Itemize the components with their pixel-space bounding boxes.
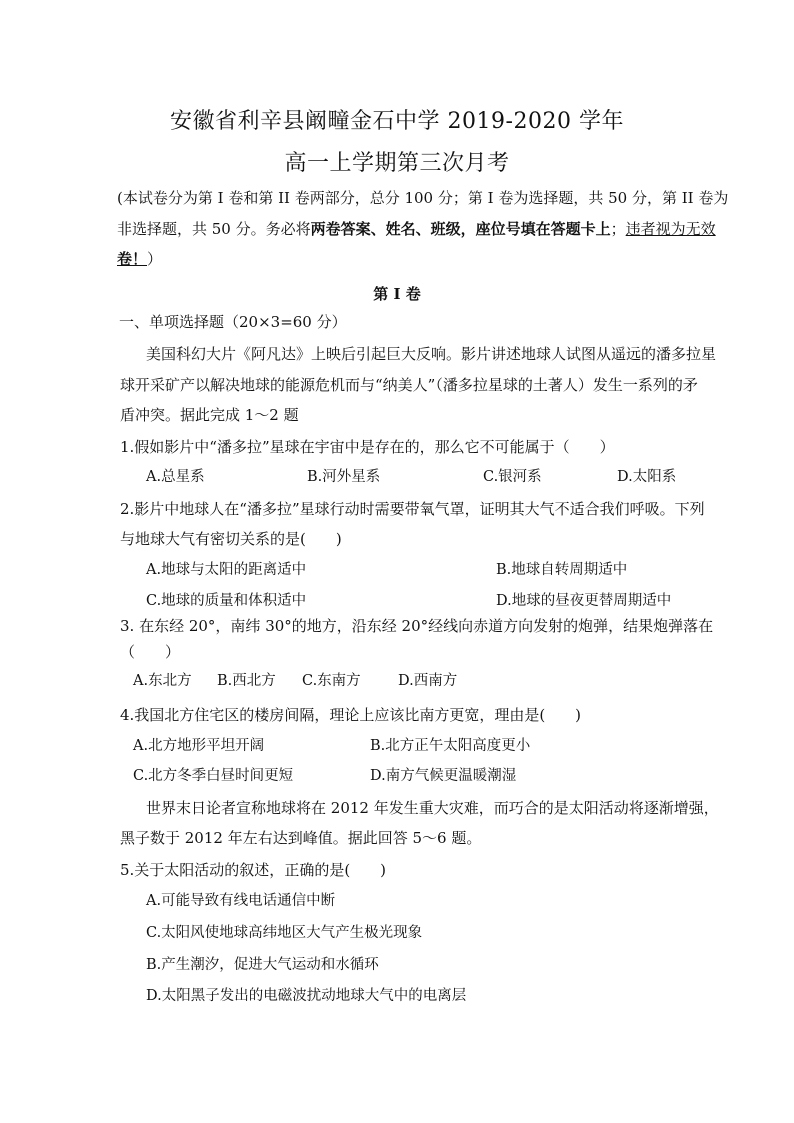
intro-line3	[117, 249, 677, 269]
intro-semicolon: ；	[610, 220, 626, 238]
q1-option-d: D.太阳系	[617, 469, 677, 485]
q4-option-a: A.北方地形平坦开阔	[133, 738, 265, 754]
q4-option-d: D.南方气候更温暖潮湿	[370, 768, 517, 784]
intro-close-paren: ）	[147, 250, 163, 268]
q1-stem: 1.假如影片中“潘多拉”星球在宇宙中是存在的，那么它不可能属于（ ）	[120, 438, 615, 456]
q3-option-c: C.东南方	[302, 673, 361, 689]
q5-option-c: C.太阳风使地球高纬地区大气产生极光现象	[146, 925, 423, 941]
section-heading: 第 I 卷	[373, 285, 421, 303]
q3-option-a: A.东北方	[133, 673, 192, 689]
intro-instruction-bold: 两卷答案、姓名、班级，座位号填在答题卡上	[310, 220, 611, 238]
intro-warning-underlined: 违者视为无效	[625, 220, 716, 238]
q5-option-a: A.可能导致有线电话通信中断	[146, 893, 336, 909]
intro-warning-end: 卷！	[117, 250, 148, 268]
passage1-line2: 球开采矿产以解决地球的能源危机而与“纳美人”（潘多拉星球的土著人）发生一系列的矛	[120, 376, 698, 394]
q3-option-d: D.西南方	[398, 673, 458, 689]
q3-stem-line2: （ ）	[120, 643, 181, 661]
intro-line2-text: 非选择题，共 50 分。务必将	[117, 220, 311, 238]
q2-option-c: C.地球的质量和体积适中	[146, 593, 307, 609]
q3-option-b: B.西北方	[217, 673, 276, 689]
q2-option-a: A.地球与太阳的距离适中	[146, 562, 307, 578]
passage2-line1: 世界末日论者宣称地球将在 2012 年发生重大灾难，而巧合的是太阳活动将逐渐增强，	[146, 799, 719, 817]
exam-title-line2: 高一上学期第三次月考	[284, 151, 510, 176]
q2-stem-line2: 与地球大气有密切关系的是( )	[120, 530, 342, 548]
q5-stem: 5.关于太阳活动的叙述，正确的是( )	[120, 861, 387, 879]
q1-option-b: B.河外星系	[307, 469, 381, 485]
q4-option-b: B.北方正午太阳高度更小	[370, 738, 531, 754]
q1-option-a: A.总星系	[146, 469, 205, 485]
q5-option-b: B.产生潮汐，促进大气运动和水循环	[146, 957, 379, 973]
q1-option-c: C.银河系	[483, 469, 542, 485]
part-title: 一、单项选择题（20×3=60 分）	[119, 313, 347, 331]
intro-line1: (本试卷分为第 I 卷和第 II 卷两部分，总分 100 分；第 I 卷为选择题，共 50 分，第 II 卷为	[117, 189, 729, 207]
q4-stem: 4.我国北方住宅区的楼房间隔，理论上应该比南方更宽，理由是( )	[120, 706, 582, 724]
q2-option-d: D.地球的昼夜更替周期适中	[496, 593, 672, 609]
intro-line2	[117, 219, 716, 239]
q2-option-b: B.地球自转周期适中	[496, 562, 628, 578]
passage1-line3: 盾冲突。据此完成 1～2 题	[120, 406, 299, 424]
exam-title-line1: 安徽省利辛县阚疃金石中学 2019-2020 学年	[170, 109, 624, 134]
passage2-line2: 黑子数于 2012 年左右达到峰值。据此回答 5～6 题。	[120, 829, 482, 847]
q3-stem-line1: 3. 在东经 20°，南纬 30°的地方，沿东经 20°经线向赤道方向发射的炮弹，结果炮弹落在	[120, 617, 714, 635]
q4-option-c: C.北方冬季白昼时间更短	[133, 768, 294, 784]
passage1-line1: 美国科幻大片《阿凡达》上映后引起巨大反响。影片讲述地球人试图从遥远的潘多拉星	[146, 345, 717, 363]
q5-option-d: D.太阳黑子发出的电磁波扰动地球大气中的电离层	[146, 988, 467, 1004]
q2-stem-line1: 2.影片中地球人在“潘多拉”星球行动时需要带氧气罩，证明其大气不适合我们呼吸。下列	[120, 500, 705, 518]
